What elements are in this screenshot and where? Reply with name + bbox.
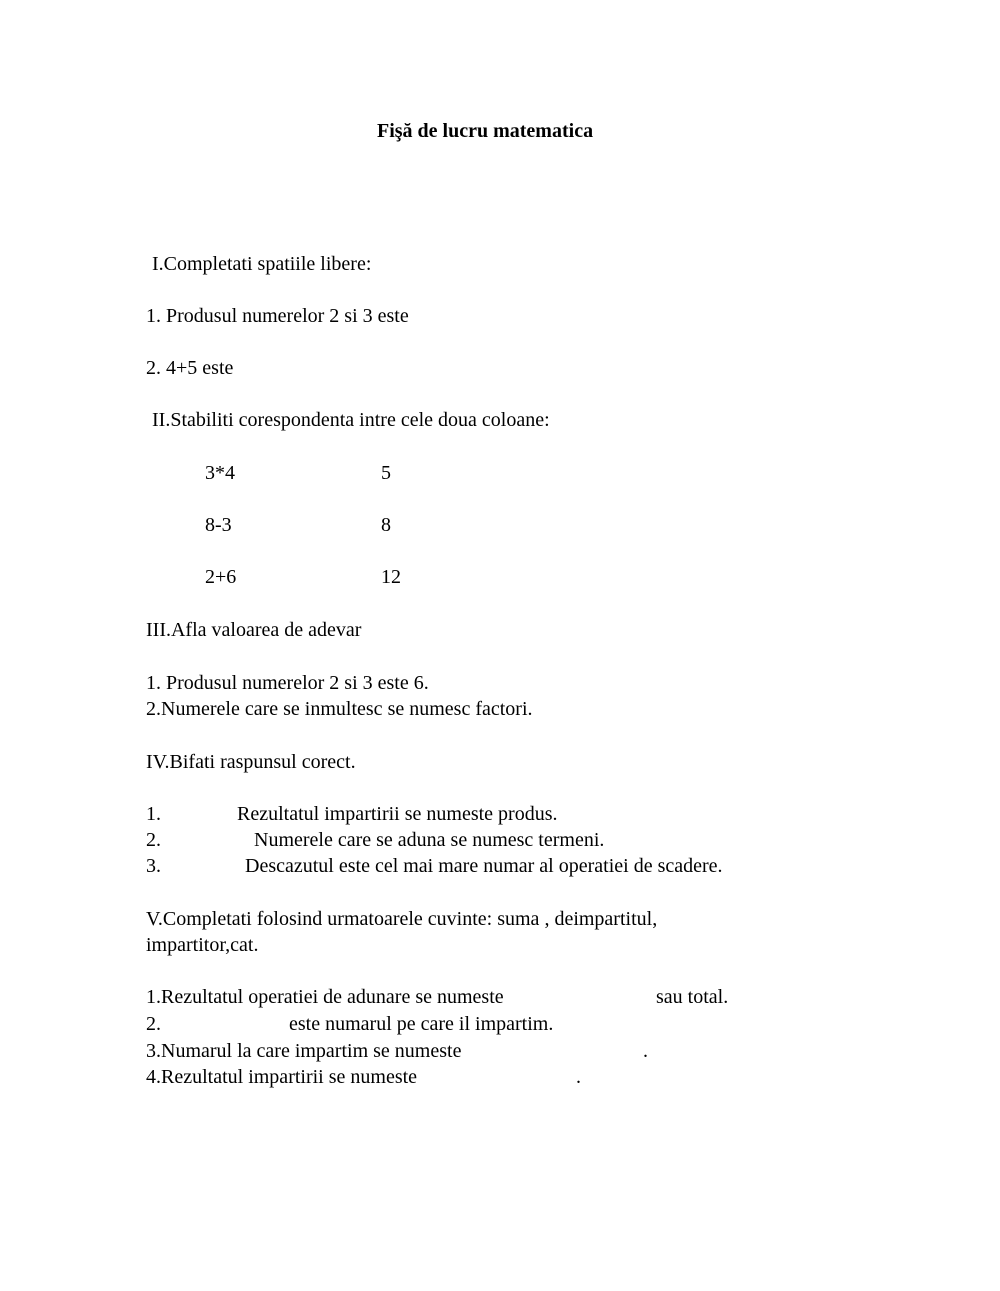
section-3-item: 1. Produsul numerelor 2 si 3 este 6.: [146, 672, 429, 694]
section-4-item-number: 1.: [146, 803, 161, 825]
section-5-item: 3.Numarul la care impartim se numeste: [146, 1040, 462, 1062]
section-2-heading: II.Stabiliti corespondenta intre cele doua coloane:: [152, 409, 550, 431]
section-5-heading: V.Completati folosind urmatoarele cuvinte: suma , deimpartitul,: [146, 908, 658, 930]
section-1-item: 2. 4+5 este: [146, 357, 234, 379]
match-left-item: 3*4: [205, 462, 235, 484]
section-3-heading: III.Afla valoarea de adevar: [146, 619, 362, 641]
match-right-item: 12: [381, 566, 401, 588]
section-4-item-number: 2.: [146, 829, 161, 851]
page-title: Fişă de lucru matematica: [377, 120, 594, 142]
section-4-item: Descazutul este cel mai mare numar al operatiei de scadere.: [245, 855, 723, 877]
section-5-item-end: .: [576, 1066, 581, 1088]
match-left-item: 8-3: [205, 514, 232, 536]
section-5-heading-cont: impartitor,cat.: [146, 934, 259, 956]
section-5-item-number: 2.: [146, 1013, 161, 1035]
section-5-item-end: .: [643, 1040, 648, 1062]
section-4-item-number: 3.: [146, 855, 161, 877]
section-5-item: 4.Rezultatul impartirii se numeste: [146, 1066, 418, 1088]
match-right-item: 8: [381, 514, 391, 536]
section-1-item: 1. Produsul numerelor 2 si 3 este: [146, 305, 409, 327]
section-4-heading: IV.Bifati raspunsul corect.: [146, 751, 356, 773]
match-left-item: 2+6: [205, 566, 237, 588]
match-right-item: 5: [381, 462, 391, 484]
section-5-item: este numarul pe care il impartim.: [289, 1013, 554, 1035]
section-4-item: Numerele care se aduna se numesc termeni.: [254, 829, 605, 851]
section-5-item: 1.Rezultatul operatiei de adunare se numeste: [146, 986, 504, 1008]
section-4-item: Rezultatul impartirii se numeste produs.: [237, 803, 558, 825]
section-3-item: 2.Numerele care se inmultesc se numesc factori.: [146, 698, 533, 720]
section-5-item-end: sau total.: [656, 986, 729, 1008]
section-1-heading: I.Completati spatiile libere:: [152, 253, 372, 275]
